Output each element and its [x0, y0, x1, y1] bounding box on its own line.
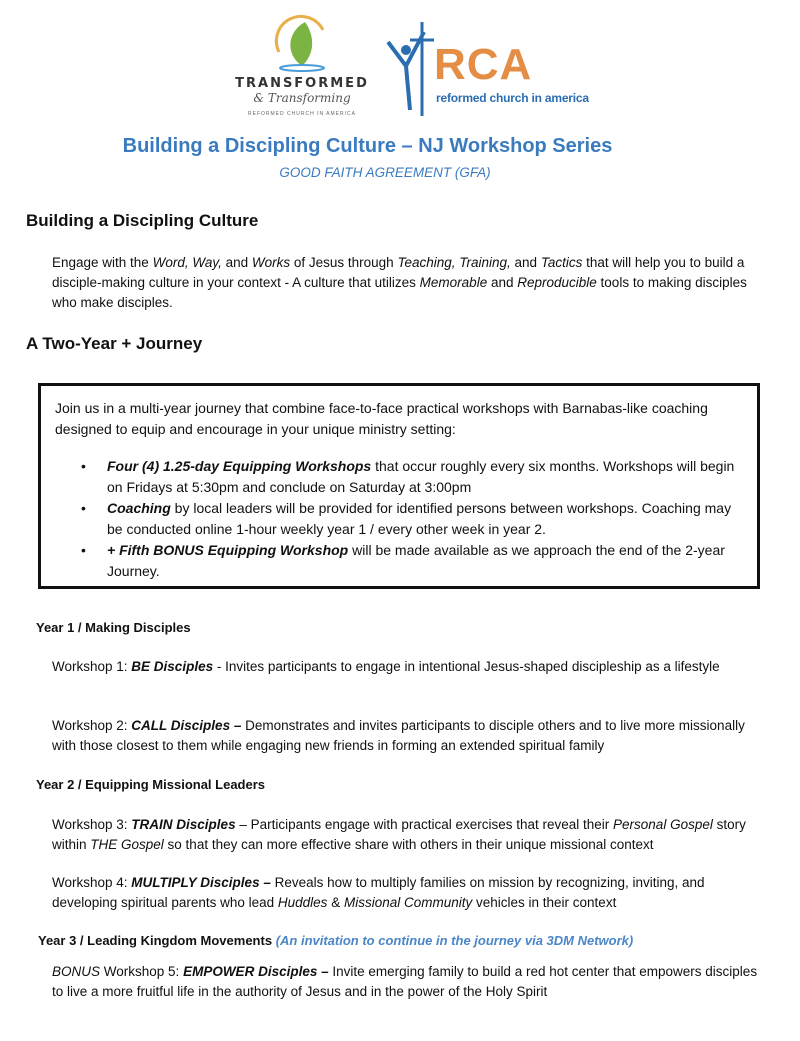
page-subtitle: GOOD FAITH AGREEMENT (GFA)	[279, 165, 491, 180]
year-3-heading: Year 3 / Leading Kingdom Movements (An invitation to continue in the journey via 3DM Network)	[38, 933, 634, 948]
workshop-2: Workshop 2: CALL Disciples – Demonstrates and invites participants to disciple others and to live more missionally with those closest to them while engaging new friends in forming an extended spiritual family	[52, 718, 745, 753]
list-item: • Four (4) 1.25-day Equipping Workshops that occur roughly every six months. Workshops will begin on Fridays at 5:30pm and conclude on Saturday at 3:00pm	[81, 456, 741, 498]
transformed-logo	[232, 12, 372, 124]
section-heading-culture: Building a Discipling Culture	[26, 211, 259, 230]
page-title: Building a Discipling Culture – NJ Workshop Series	[122, 135, 613, 157]
rca-name: reformed church in america	[436, 91, 589, 105]
invitation-note: (An invitation to continue in the journey via 3DM Network)	[275, 933, 634, 948]
logo-text: TRANSFORMED	[235, 76, 369, 91]
year-1-heading: Year 1 / Making Disciples	[36, 620, 191, 635]
journey-intro: Join us in a multi-year journey that combine face-to-face practical workshops with Barnabas-like coaching designed to equip and encourage in your unique ministry setting:	[55, 400, 708, 437]
journey-list	[81, 456, 741, 582]
workshop-1: Workshop 1: BE Disciples - Invites participants to engage in intentional Jesus-shaped discipleship as a lifestyle	[52, 659, 720, 674]
rca-mark: RCA	[434, 40, 533, 89]
intro-paragraph: Engage with the Word, Way, and Works of Jesus through Teaching, Training, and Tactics that will help you to build a disciple-making culture in your context - A culture that utilizes Memorable and Reproducible tools to making disciples who make disciples.	[52, 255, 747, 310]
list-item: • Coaching by local leaders will be provided for identified persons between workshops. Coaching may be conducted online 1-hour weekly year 1 / every other week in year 2.	[81, 498, 741, 540]
workshop-4: Workshop 4: MULTIPLY Disciples – Reveals how to multiply families on mission by recognizing, inviting, and developing spiritual parents who lead Huddles & Missional Community vehicles in their context	[52, 875, 705, 910]
logo-subtext: & Transforming	[253, 91, 351, 105]
workshop-5: BONUS Workshop 5: EMPOWER Disciples – Invite emerging family to build a red hot center that empowers disciples to live a more fruitful life in the authority of Jesus and in the power of the Holy Spirit	[52, 964, 758, 999]
journey-box	[38, 383, 760, 589]
logo-tagline: REFORMED CHURCH IN AMERICA	[248, 111, 356, 117]
year-2-heading: Year 2 / Equipping Missional Leaders	[36, 777, 266, 792]
section-heading-journey: A Two-Year + Journey	[26, 334, 203, 353]
leaf-icon	[267, 12, 337, 74]
workshop-3: Workshop 3: TRAIN Disciples – Participants engage with practical exercises that reveal their Personal Gospel story within THE Gospel so that they can more effective share with others in their unique missional context	[52, 817, 746, 852]
rca-logo	[384, 20, 594, 120]
list-item: • + Fifth BONUS Equipping Workshop will be made available as we approach the end of the 2-year Journey.	[81, 540, 741, 582]
